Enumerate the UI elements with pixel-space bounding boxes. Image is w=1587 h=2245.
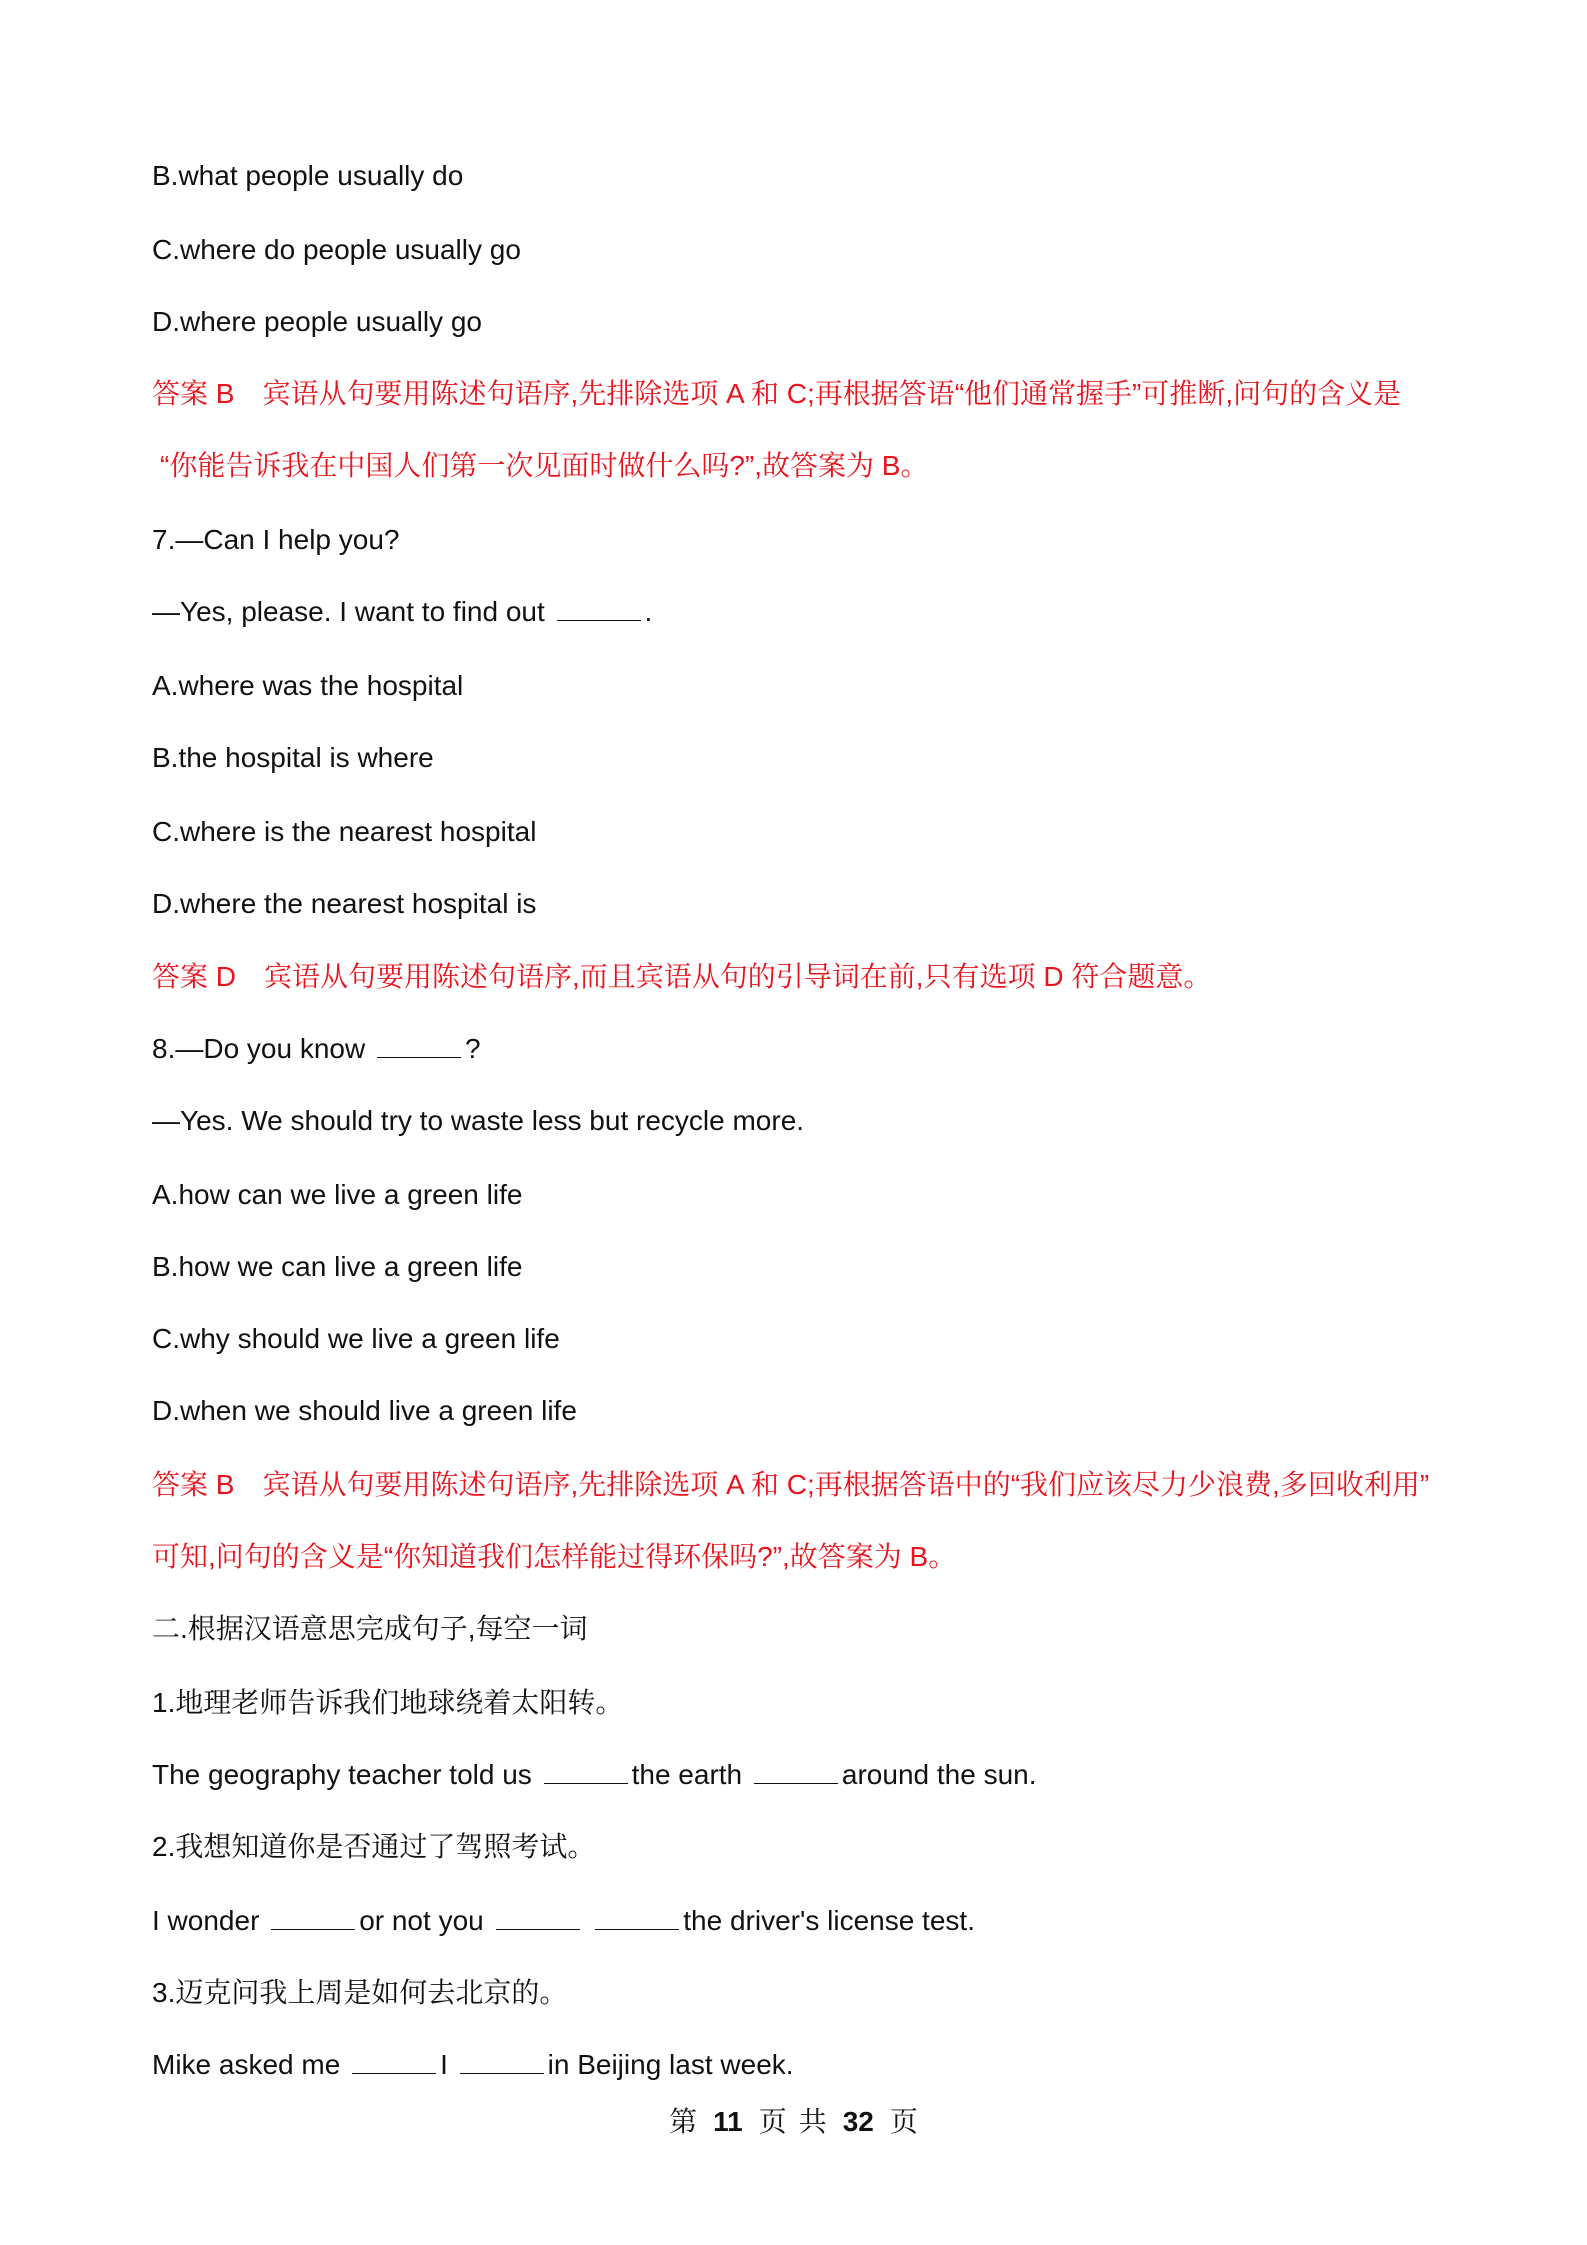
section-2-heading: 二.根据汉语意思完成句子,每空一词 [152, 1613, 588, 1644]
answer-blank [352, 2047, 436, 2074]
q8-option-a: A.how can we live a green life [152, 1179, 523, 1210]
s2-item1-english [152, 1757, 1037, 1793]
footer-label: 共 [798, 2105, 827, 2138]
q6-option-d: D.where people usually go [152, 306, 482, 337]
sentence-part: I [440, 2049, 448, 2080]
q8-option-c: C.why should we live a green life [152, 1323, 560, 1354]
punctuation: ? [465, 1033, 481, 1064]
sentence-part: the earth [631, 1759, 743, 1790]
footer-label: 页 [889, 2105, 918, 2138]
q6-option-b: B.what people usually do [152, 160, 464, 191]
q7-stem-1: 7.—Can I help you? [152, 524, 400, 555]
answer-explanation: 宾语从句要用陈述句语序,而且宾语从句的引导词在前,只有选项 D 符合题意。 [264, 961, 1212, 992]
answer-explanation: 宾语从句要用陈述句语序,先排除选项 A 和 C;再根据答语中的“我们应该尽力少浪费,多回收利用” [262, 1469, 1430, 1500]
page-footer [0, 2100, 1587, 2140]
answer-tag: 答案 B [152, 1469, 235, 1500]
q8-option-b: B.how we can live a green life [152, 1251, 523, 1282]
q8-answer-line1 [152, 1467, 1429, 1503]
q7-option-b: B.the hospital is where [152, 742, 434, 773]
q8-stem-text: 8.—Do you know [152, 1033, 366, 1064]
s2-item3-chinese: 3.迈克问我上周是如何去北京的。 [152, 1977, 568, 2008]
sentence-part: I wonder [152, 1905, 260, 1936]
answer-blank [496, 1903, 580, 1930]
footer-label: 页 [758, 2105, 787, 2138]
sentence-part: around the sun. [841, 1759, 1037, 1790]
answer-explanation: 宾语从句要用陈述句语序,先排除选项 A 和 C;再根据答语“他们通常握手”可推断,问句的含义是 [262, 378, 1402, 409]
sentence-part: the driver's license test. [683, 1905, 975, 1936]
q7-option-d: D.where the nearest hospital is [152, 888, 537, 919]
answer-blank [754, 1757, 838, 1784]
s2-item2-english [152, 1903, 975, 1939]
sentence-part: or not you [359, 1905, 484, 1936]
answer-blank [544, 1757, 628, 1784]
s2-item3-english [152, 2047, 794, 2083]
answer-blank [271, 1903, 355, 1930]
q8-stem-2: —Yes. We should try to waste less but recycle more. [152, 1105, 805, 1136]
q7-answer [152, 959, 1211, 995]
sentence-part: in Beijing last week. [547, 2049, 794, 2080]
answer-blank [595, 1903, 679, 1930]
answer-tag: 答案 B [152, 378, 235, 409]
s2-item2-chinese: 2.我想知道你是否通过了驾照考试。 [152, 1831, 596, 1862]
page-number: 11 [713, 2106, 743, 2137]
q8-answer-line2: 可知,问句的含义是“你知道我们怎样能过得环保吗?”,故答案为 B。 [152, 1541, 957, 1572]
q8-stem-1 [152, 1031, 481, 1067]
answer-tag: 答案 D [152, 961, 237, 992]
q6-answer-line1 [152, 376, 1401, 412]
s2-item1-chinese: 1.地理老师告诉我们地球绕着太阳转。 [152, 1687, 624, 1718]
sentence-part: Mike asked me [152, 2049, 341, 2080]
sentence-part: The geography teacher told us [152, 1759, 532, 1790]
q7-option-c: C.where is the nearest hospital [152, 816, 537, 847]
answer-blank [377, 1031, 461, 1058]
answer-blank [557, 594, 641, 621]
total-pages: 32 [842, 2106, 874, 2137]
q7-option-a: A.where was the hospital [152, 670, 464, 701]
q7-stem-text: —Yes, please. I want to find out [152, 596, 545, 627]
q7-stem-2 [152, 594, 652, 630]
q8-option-d: D.when we should live a green life [152, 1395, 577, 1426]
answer-blank [460, 2047, 544, 2074]
q6-option-c: C.where do people usually go [152, 234, 521, 265]
footer-label: 第 [669, 2105, 698, 2138]
punctuation: . [644, 596, 653, 627]
q6-answer-line2: “你能告诉我在中国人们第一次见面时做什么吗?”,故答案为 B。 [160, 450, 929, 481]
